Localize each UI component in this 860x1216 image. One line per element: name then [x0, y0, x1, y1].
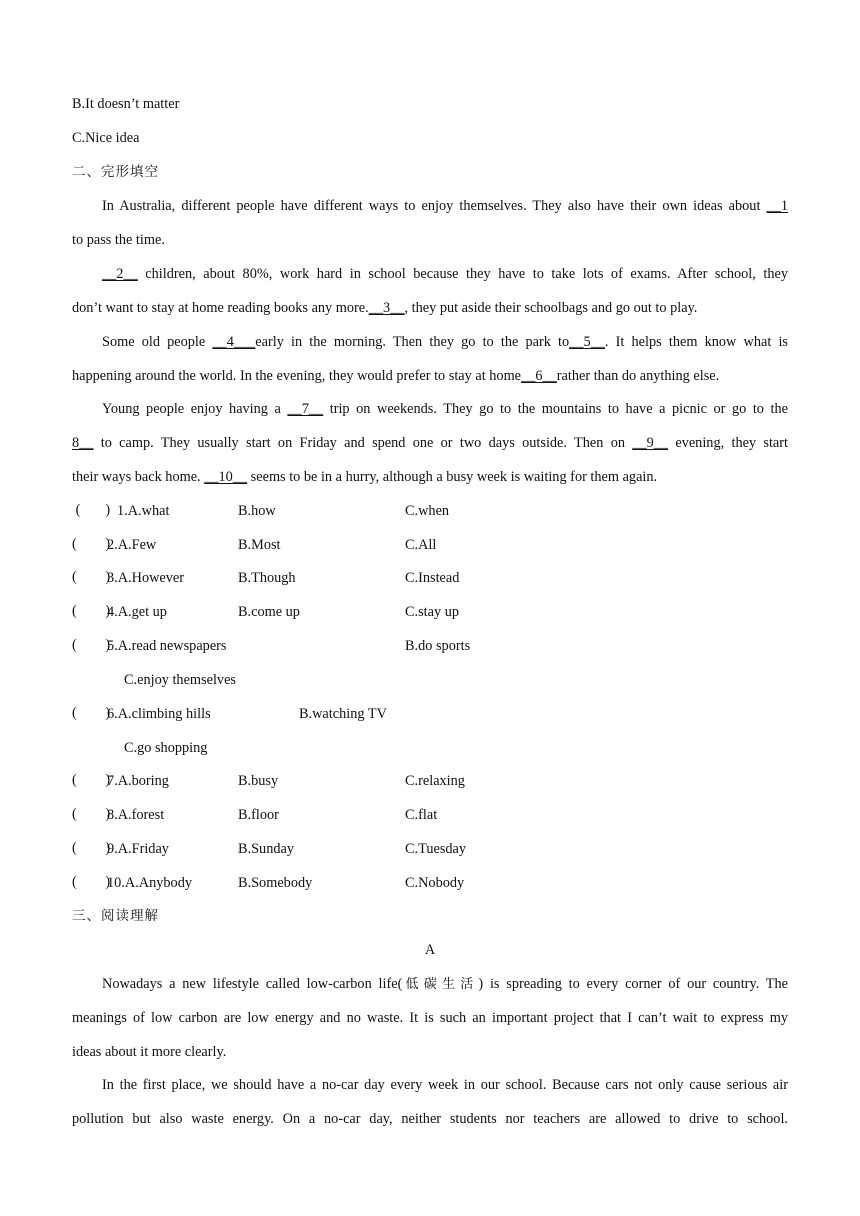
answer-paren[interactable]: ( ) — [72, 874, 111, 890]
answer-paren[interactable]: ( ) — [72, 536, 111, 552]
answer-paren[interactable]: ( ) — [72, 840, 111, 856]
reading-paragraph-2-line-1: In the first place, we should have a no-car day every week in our school. Because cars not only cause serious air — [102, 1077, 788, 1093]
reading-paragraph-2-line-2: pollution but also waste energy. On a no-car day, neither students nor teachers are allowed to drive to school. — [72, 1111, 788, 1127]
cloze-paragraph-1-line-2: to pass the time. — [72, 232, 165, 248]
option-line-c: C.Nice idea — [72, 130, 140, 146]
option-a: 10.A.Anybody — [107, 875, 192, 891]
option-line-b: B.It doesn’t matter — [72, 96, 180, 112]
option-b: B.Most — [238, 537, 281, 553]
blank-2: __2__ — [102, 266, 138, 282]
option-c: C.enjoy themselves — [124, 672, 236, 688]
answer-paren[interactable]: ( ) — [72, 603, 111, 619]
cloze-paragraph-2-line-2: don’t want to stay at home reading books any more.__3__, they put aside their schoolbags and go out to play. — [72, 300, 698, 316]
option-c: C.Nobody — [405, 875, 465, 891]
option-b: B.Sunday — [238, 841, 295, 857]
section-title-cloze: 二、完形填空 — [72, 164, 159, 180]
option-b: B.come up — [238, 604, 300, 620]
blank-5: __5__ — [569, 334, 605, 350]
option-b: B.Though — [238, 570, 296, 586]
answer-paren[interactable]: ( ) — [72, 569, 111, 585]
blank-3: __3__ — [368, 300, 405, 316]
cloze-paragraph-4-line-1: Young people enjoy having a __7__ trip on weekends. They go to the mountains to have a picnic or go to the — [102, 401, 788, 417]
option-a: 9.A.Friday — [107, 841, 169, 857]
reading-paragraph-1-line-3: ideas about it more clearly. — [72, 1044, 227, 1060]
answer-paren[interactable]: ( ) — [72, 637, 111, 653]
option-a: 2.A.Few — [107, 537, 157, 553]
option-a: 6.A.climbing hills — [107, 706, 211, 722]
blank-8: 8__ — [72, 435, 94, 451]
option-a: 4.A.get up — [107, 604, 167, 620]
option-b: B.watching TV — [299, 706, 387, 722]
blank-7: __7__ — [287, 401, 324, 417]
option-c: C.stay up — [405, 604, 460, 620]
cloze-paragraph-2-line-1: __2__ children, about 80%, work hard in school because they have to take lots of exams. After school, they — [102, 266, 788, 282]
option-b: B.do sports — [405, 638, 471, 654]
option-b: B.how — [238, 503, 276, 519]
section-title-reading: 三、阅读理解 — [72, 908, 159, 924]
cloze-paragraph-4-line-2: 8__ to camp. They usually start on Friday and spend one or two days outside. Then on __9__ evening, they start — [72, 435, 788, 451]
passage-label: A — [424, 942, 436, 958]
answer-paren[interactable]: ( ) — [72, 772, 111, 788]
reading-paragraph-1-line-2: meanings of low carbon are low energy and no waste. It is such an important project that I can’t wait to express my — [72, 1010, 788, 1026]
answer-paren[interactable]: ( ) — [72, 806, 111, 822]
option-c: C.go shopping — [124, 740, 208, 756]
option-b: B.busy — [238, 773, 279, 789]
blank-1: __1 — [766, 198, 788, 214]
cloze-paragraph-4-line-3: their ways back home. __10__ seems to be in a hurry, although a busy week is waiting for them again. — [72, 469, 658, 485]
option-c: C.Tuesday — [405, 841, 467, 857]
option-c: C.relaxing — [405, 773, 465, 789]
option-c: C.Instead — [405, 570, 460, 586]
option-b: B.Somebody — [238, 875, 313, 891]
reading-paragraph-1-line-1: Nowadays a new lifestyle called low-carbon life(低碳生活) is spreading to every corner of our country. The — [102, 976, 788, 992]
cloze-paragraph-3-line-2: happening around the world. In the evening, they would prefer to stay at home__6__rather than do anything else. — [72, 368, 720, 384]
option-a: 7.A.boring — [107, 773, 169, 789]
blank-10: __10__ — [204, 469, 248, 485]
blank-4: __4___ — [212, 334, 256, 350]
option-a: 3.A.However — [107, 570, 185, 586]
option-a: 5.A.read newspapers — [107, 638, 227, 654]
option-c: C.flat — [405, 807, 438, 823]
answer-paren[interactable]: ( ) — [72, 502, 111, 518]
option-a: 8.A.forest — [107, 807, 165, 823]
blank-9: __9__ — [632, 435, 669, 451]
cloze-paragraph-3-line-1: Some old people __4___early in the morning. Then they go to the park to__5__. It helps them know what is — [102, 334, 788, 350]
option-c: C.All — [405, 537, 437, 553]
option-a: 1.A.what — [117, 503, 170, 519]
blank-6: __6__ — [521, 368, 557, 384]
option-b: B.floor — [238, 807, 279, 823]
cloze-paragraph-1-line-1: In Australia, different people have different ways to enjoy themselves. They also have their own ideas about __1 — [102, 198, 788, 214]
answer-paren[interactable]: ( ) — [72, 705, 111, 721]
option-c: C.when — [405, 503, 450, 519]
